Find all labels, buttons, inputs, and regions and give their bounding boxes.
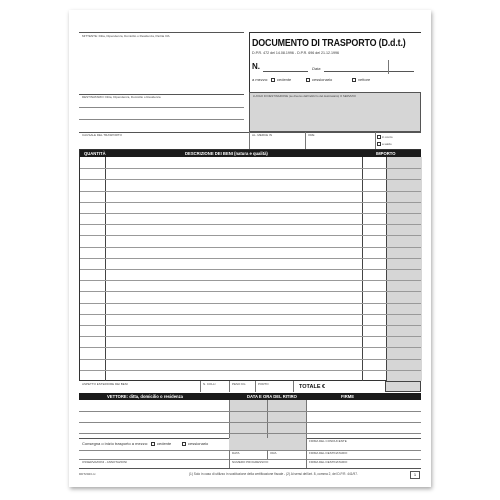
shipment-datetime-field[interactable] <box>229 438 306 450</box>
goods-row-line <box>80 213 421 214</box>
goods-row-line <box>80 235 421 236</box>
total-amount-field[interactable] <box>385 381 421 392</box>
sender-label: MITTENTE: Ditta, Dipendenza, Domicilio o Residenza, Partita IVA <box>82 34 170 38</box>
a-saldo-label: a saldo <box>382 141 392 146</box>
goods-row-line <box>80 179 421 180</box>
goods-row-line <box>80 258 421 259</box>
packages-label: N. COLLI <box>203 382 216 386</box>
goods-row-line <box>80 336 421 337</box>
document-title: DOCUMENTO DI TRASPORTO (D.d.t.) <box>252 37 406 49</box>
shipment-cessionario-checkbox[interactable] <box>182 442 186 446</box>
goods-row-line <box>80 269 421 270</box>
recipient-box[interactable] <box>79 94 244 132</box>
goods-row-line <box>80 347 421 348</box>
recipient-label: DESTINATARIO: Ditta, Dipendenza, Domicilio o Residenza <box>82 95 161 99</box>
date-time-row <box>79 450 421 459</box>
notes-label: OSSERVAZIONI - ANNOTAZIONI <box>82 460 128 464</box>
recipient-signature-label: FIRMA DEL DESTINATARIO <box>309 451 348 455</box>
goods-row-line <box>80 191 421 192</box>
goods-row-line <box>80 280 421 281</box>
shipment-row <box>79 438 421 450</box>
weight-label: PESO KG <box>232 382 246 386</box>
description-header: DESCRIZIONE DEI BENI (natura e qualità) <box>185 151 268 156</box>
shipment-cedente-checkbox[interactable] <box>151 442 155 446</box>
goods-row-line <box>80 168 421 169</box>
recipient-signature-label-2: FIRMA DEL DESTINATARIO <box>309 460 348 464</box>
notes-row <box>79 459 421 468</box>
transport-means-label: a mezzo: <box>252 77 269 82</box>
goods-row-line <box>80 325 421 326</box>
delivery-time-label: ORE <box>308 133 315 137</box>
in-conto-label: in conto <box>382 134 393 139</box>
pickup-header: DATA E ORA DEL RITIRO <box>247 394 297 399</box>
summary-row <box>79 381 421 392</box>
carrier-header-bar <box>79 393 421 400</box>
document-subtitle: D.P.R. 472 del 14.08.1996 - D.P.R. 696 del 21.12.1996 <box>252 51 339 55</box>
appearance-label: ASPETTO ESTERIORE DEI BENI <box>82 382 128 386</box>
shipment-label: Consegna o inizio trasporto a mezzo: <box>82 441 149 446</box>
document-number-label: N. <box>252 62 260 71</box>
in-conto-checkbox[interactable] <box>377 135 381 139</box>
carrier-section <box>79 400 421 438</box>
destination-box[interactable] <box>249 92 421 132</box>
title-block <box>249 32 421 92</box>
driver-signature-label: FIRMA DEL CONDUCENTE <box>309 439 347 443</box>
goods-row-line <box>80 291 421 292</box>
transport-reason-row <box>79 132 421 149</box>
goods-row-line <box>80 359 421 360</box>
total-label: TOTALE € <box>299 384 326 390</box>
goods-row-line <box>80 202 421 203</box>
goods-row-line <box>80 314 421 315</box>
a-saldo-checkbox[interactable] <box>377 142 381 146</box>
shipment-option-cessionario: cessionario <box>188 441 209 446</box>
carrier-header: VETTORE: ditta, domicilio o residenza <box>107 394 184 399</box>
progressive-number-label: NUMERO PROGRESSIVO <box>232 460 269 464</box>
ddt-form-sheet <box>69 10 431 487</box>
goods-row-line <box>80 247 421 248</box>
transport-cessionario-checkbox[interactable] <box>306 78 310 82</box>
goods-row-line <box>80 303 421 304</box>
time-label: ORA <box>270 451 277 455</box>
transport-vettore-checkbox[interactable] <box>352 78 356 82</box>
destination-label: LUOGO DI DESTINAZIONE (se diverso dall'indirizzo del destinatario) O SERVIZIO <box>253 94 356 98</box>
transport-option-cedente: cedente <box>277 77 292 82</box>
delivery-date-label: AL. MERCE IN <box>252 133 273 137</box>
goods-row-line <box>80 370 421 371</box>
legal-note: (1) Solo in caso di utilizzo in sostituzione della certificazione fiscale - (2) Ai sensi dell'art. 8, comma 2, del D.P.R. 441/97. <box>189 472 358 476</box>
transport-reason-label: CAUSALE DEL TRASPORTO <box>82 133 122 137</box>
document-date-label: Data <box>312 66 321 71</box>
goods-table <box>79 149 421 381</box>
port-label: PORTO <box>258 382 269 386</box>
form-code: DDT2023 cc <box>79 472 96 476</box>
page-number: 1 <box>410 471 420 479</box>
shipment-option-cedente: cedente <box>157 441 172 446</box>
amount-header: IMPORTO <box>376 151 396 156</box>
goods-row-line <box>80 224 421 225</box>
date-label: DATA <box>232 451 240 455</box>
signatures-header: FIRME <box>341 394 355 399</box>
goods-table-header <box>80 150 421 157</box>
sender-box[interactable] <box>79 32 244 94</box>
transport-cedente-checkbox[interactable] <box>271 78 275 82</box>
quantity-header: QUANTITÀ <box>84 151 106 156</box>
transport-option-cessionario: cessionario <box>312 77 333 82</box>
transport-option-vettore: vettore <box>358 77 371 82</box>
